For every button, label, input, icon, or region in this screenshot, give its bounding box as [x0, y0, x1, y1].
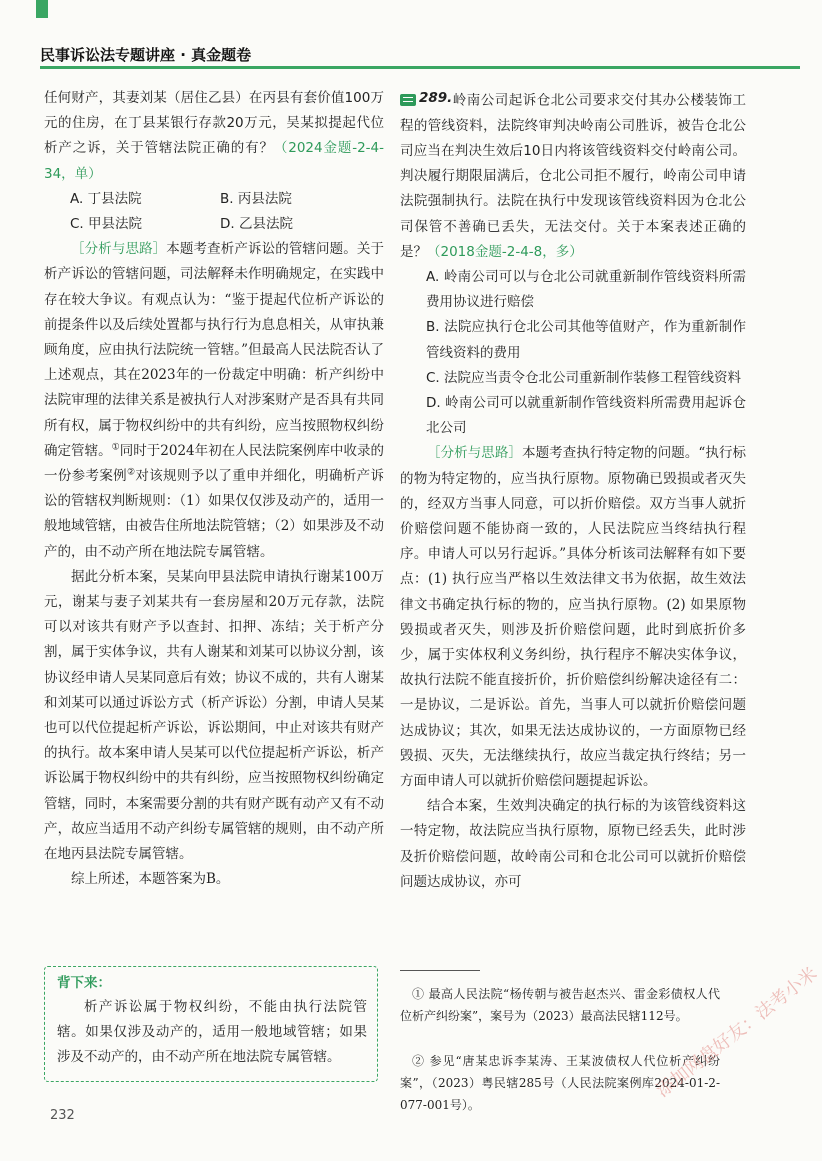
memorize-text: 析产诉讼属于物权纠纷，不能由执行法院管辖。如果仅涉及动产的，适用一般地域管辖；如果涉及不动产的，由不动产所在地法院专属管辖。: [57, 999, 367, 1066]
header-tab-decoration: [36, 0, 48, 18]
case-analysis-paragraph: 结合本案，生效判决确定的执行标的为该管线资料这一特定物，故法院应当执行原物，原物已经丢失，此时涉及折价赔偿问题，故岭南公司和仓北公司可以就折价赔偿问题达成协议，亦可: [400, 798, 746, 890]
question-289-number: 289.: [400, 86, 452, 111]
analysis-text-1c: 对该规则予以了重申并细化，明确析产诉讼的管辖权判断规则：（1）如果仅仅涉及动产的，适用一般地域管辖，由被告住所地法院管辖；（2）如果涉及不动产的，由不动产所在地法院专属管辖。: [44, 468, 385, 560]
footnote-rule: [400, 970, 480, 971]
analysis-tag: ［分析与思路］: [427, 445, 522, 462]
question-288-text: 任何财产，其妻刘某（居住乙县）在丙县有套价值100万元的住房，在丁县某银行存款20万元，吴某拟提起代位析产之诉，关于管辖法院正确的有？: [44, 90, 384, 157]
analysis-paragraph: [400, 441, 746, 794]
analysis-text: 本题考查执行特定物的问题。“执行标的物为特定物的，应当执行原物。原物确已毁损或者灭失的，经双方当事人同意，可以折价赔偿。双方当事人就折价赔偿问题不能协商一致的，人民法院应当终结执行程序。申请人可以另行起诉。”具体分析该司法解释有如下要点：(1) 执行应当严格以生效法律文书为依据，故生效法律文书确定执行标的物的，应当执行原物。(2) 如果原物毁损或者灭失，则涉及折价赔偿问题，此时到底折价多少，属于实体权利义务纠纷，执行程序不解决实体争议，故执行法院不能直接折价，折价赔偿纠纷解决途径有二：一是协议，二是诉讼。首先，当事人可以就折价赔偿问题达成协议；其次，如果无法达成协议的，一方面原物已经毁损、灭失，无法继续执行，故应当裁定执行终结；另一方面申请人可以就折价赔偿问题提起诉讼。: [400, 445, 747, 790]
question-289-options: [400, 265, 746, 441]
footnote-mark-1: ①: [111, 442, 120, 453]
analysis-paragraph: [44, 237, 384, 565]
question-288-stem: [44, 86, 384, 187]
option-d: D. 乙县法院: [220, 216, 293, 233]
right-column: [400, 86, 746, 895]
question-289-stem: [400, 86, 746, 265]
question-list-icon: [400, 94, 416, 106]
header-rule: [40, 66, 800, 69]
option-a: A. 丁县法院: [70, 190, 142, 207]
question-289-ref: （2018金题-2-4-8，多）: [427, 243, 583, 260]
left-column: [44, 86, 384, 893]
analysis-text-1b: 同时于2024年初在人民法院案例库中收录的一份参考案例: [44, 442, 384, 485]
watermark: 添加网盘好友：法考小米: [652, 963, 822, 1102]
memorize-box: [44, 966, 378, 1082]
analysis-text-1: 本题考查析产诉讼的管辖问题。关于析产诉讼的管辖问题，司法解释未作明确规定，在实践中存在较大争议。有观点认为：“鉴于提起代位析产诉讼的前提条件以及后续处置都与执行行为息息相关，从审执兼顾角度，应由执行法院统一管辖。”但最高人民法院否认了上述观点，其在2023年的一份裁定中明确：析产纠纷中法院审理的法律关系是被执行人对涉案财产是否具有共同所有权，属于物权纠纷中的共有纠纷，应当按照物权纠纷确定管辖。: [44, 241, 385, 459]
footnote-1: ① 最高人民法院“杨传朝与被告赵杰兴、雷金彩债权人代位析产纠纷案”，案号为（2023）最高法民辖112号。: [400, 987, 720, 1023]
option-b: B. 丙县法院: [220, 190, 292, 207]
conclusion-paragraph: 综上所述，本题答案为B。: [71, 871, 230, 888]
footnote-2: ② 参见“唐某忠诉李某涛、王某波债权人代位析产纠纷案”，（2023）粤民辖285号（人民法院案例库2024-01-2-077-001号）。: [400, 1054, 720, 1112]
page-number: 232: [50, 1108, 75, 1123]
footnote-mark-2: ②: [126, 467, 136, 478]
memorize-title: 背下来：: [57, 975, 111, 991]
analysis-tag: ［分析与思路］: [71, 241, 167, 258]
option-c: C. 法院应当责令仓北公司重新制作装修工程管线资料: [426, 369, 742, 386]
option-d: D. 岭南公司可以就重新制作管线资料所需费用起诉仓北公司: [426, 395, 746, 437]
question-288-options: [44, 187, 384, 237]
question-289-text: 岭南公司起诉仓北公司要求交付其办公楼装饰工程的管线资料，法院终审判决岭南公司胜诉，被告仓北公司应当在判决生效后10日内将该管线资料交付岭南公司。判决履行期限届满后，仓北公司拒不履行，岭南公司申请法院强制执行。法院在执行中发现该管线资料因为仓北公司保管不善确已丢失，无法交付。关于本案表述正确的是？: [400, 92, 746, 260]
question-288-ref: （2024金题-2-4-34，单）: [44, 140, 384, 182]
option-c: C. 甲县法院: [70, 216, 143, 233]
case-analysis-paragraph: 据此分析本案，吴某向甲县法院申请执行谢某100万元，谢某与妻子刘某共有一套房屋和20万元存款，法院可以对该共有财产予以查封、扣押、冻结；关于析产分割，属于实体争议，共有人谢某和刘某可以协议分割，该协议经申请人吴某同意后有效；协议不成的，共有人谢某和刘某可以通过诉讼方式（析产诉讼）分割，申请人吴某也可以代位提起析产诉讼，诉讼期间，中止对该共有财产的执行。故本案申请人吴某可以代位提起析产诉讼，析产诉讼属于物权纠纷中的共有纠纷，应当按照物权纠纷确定管辖，同时，本案需要分割的共有财产既有动产又有不动产，故应当适用不动产纠纷专属管辖的规则，由不动产所在地丙县法院专属管辖。: [44, 568, 384, 863]
running-header-title: 民事诉讼法专题讲座 · 真金题卷: [40, 46, 252, 64]
option-a: A. 岭南公司可以与仓北公司就重新制作管线资料所需费用协议进行赔偿: [426, 269, 746, 311]
option-b: B. 法院应执行仓北公司其他等值财产，作为重新制作管线资料的费用: [426, 319, 746, 361]
